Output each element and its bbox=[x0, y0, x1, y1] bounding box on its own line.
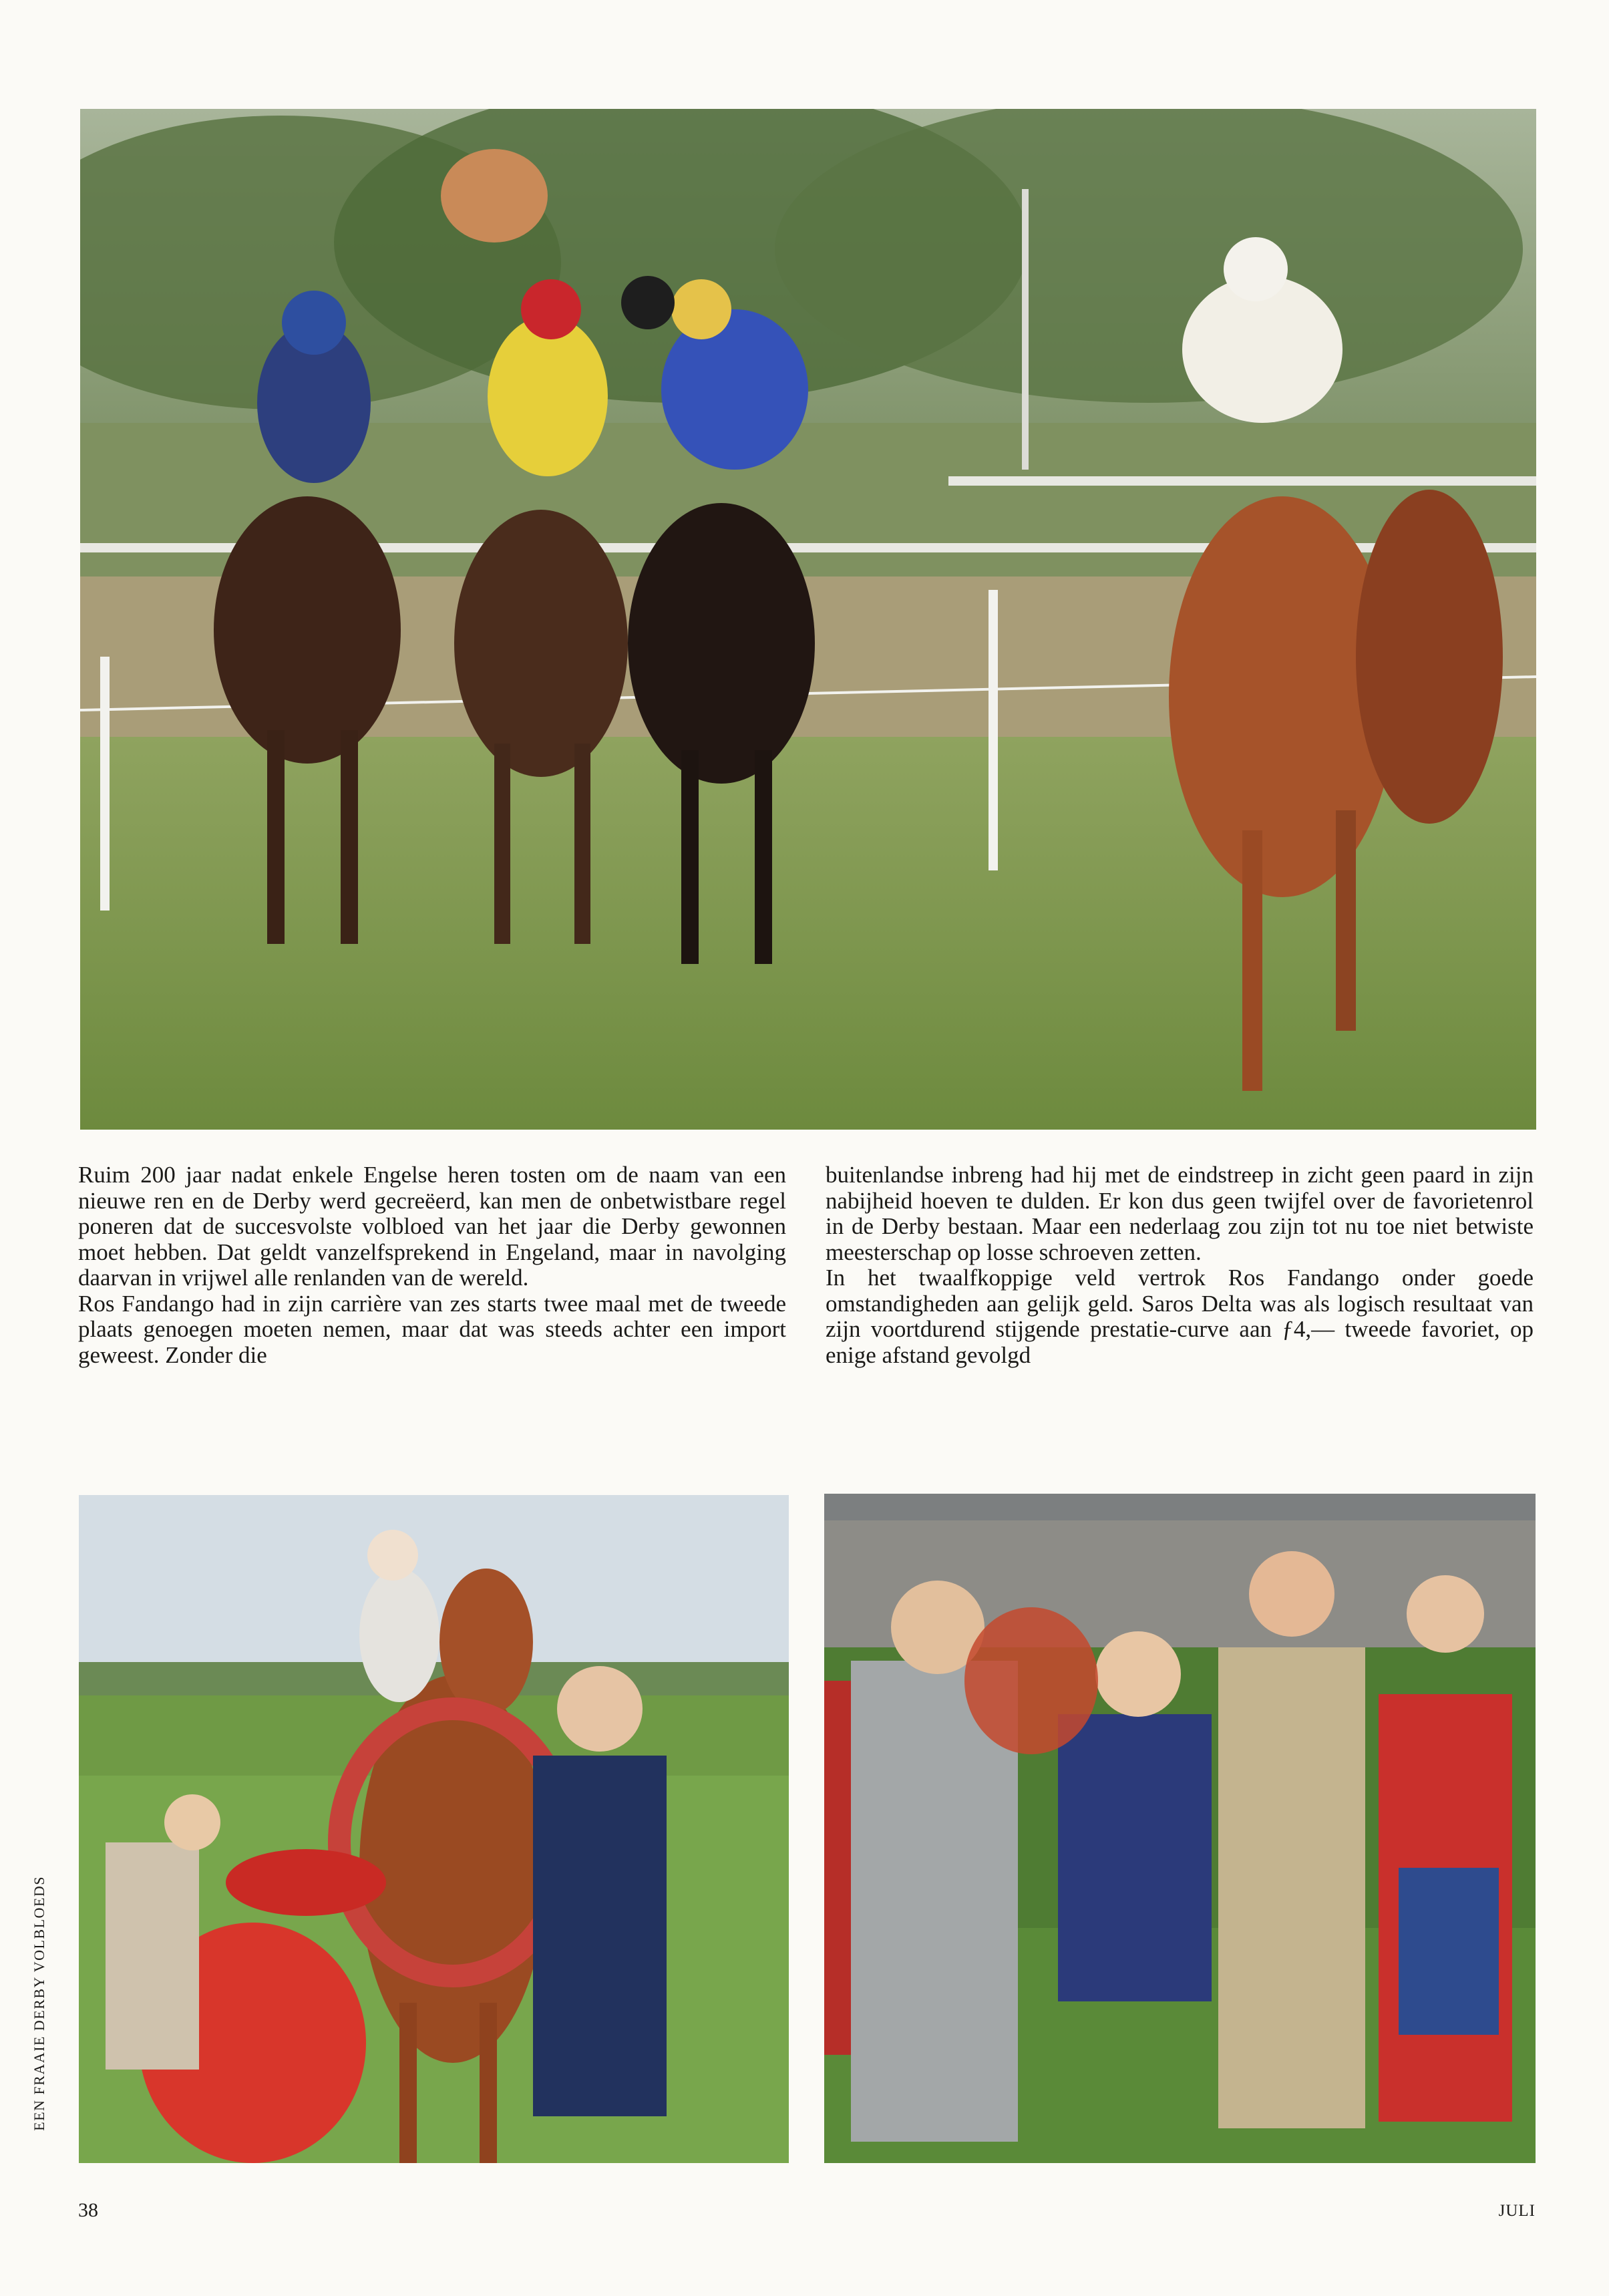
running-title: EEN FRAAIE DERBY VOLBLOEDS bbox=[31, 1876, 47, 2131]
page-number: 38 bbox=[78, 2199, 98, 2221]
paragraph: In het twaalfkoppige veld vertrok Ros Fandango onder goede omstandigheden aan gelijk geld. Saros Delta was als logisch resultaat van zijn voortdurend stijgende prestatie-curve aan ƒ4,— tweede favoriet, op enige afstand gevolgd bbox=[826, 1265, 1534, 1368]
paragraph: buitenlandse inbreng had hij met de eindstreep in zicht geen paard in zijn nabijheid hoeven te dulden. Er kon dus geen twijfel over de favorietenrol in de Derby bestaan. Maar een nederlaag zou zijn tot nu toe niet betwiste meesterschap op losse schroeven zetten. bbox=[826, 1162, 1534, 1265]
article-column-left bbox=[78, 1162, 786, 1368]
article-column-right bbox=[826, 1162, 1534, 1368]
paragraph: Ruim 200 jaar nadat enkele Engelse heren tosten om de naam van een nieuwe ren en de Derby werd gecreëerd, kan men de onbetwistbare regel poneren dat de succesvolste volbloed van het jaar die Derby gewonnen moet hebben. Dat geldt vanzelfsprekend in Engeland, maar in navolging daarvan in vrijwel alle renlanden van de wereld. bbox=[78, 1162, 786, 1291]
issue-month: JULI bbox=[1498, 2202, 1536, 2220]
owners-group-photo bbox=[824, 1494, 1536, 2163]
paragraph: Ros Fandango had in zijn carrière van zes starts twee maal met de tweede plaats genoegen moeten nemen, maar dat was steeds achter een import geweest. Zonder die bbox=[78, 1290, 786, 1368]
winner-ceremony-photo bbox=[79, 1495, 789, 2163]
race-photo bbox=[80, 109, 1536, 1130]
